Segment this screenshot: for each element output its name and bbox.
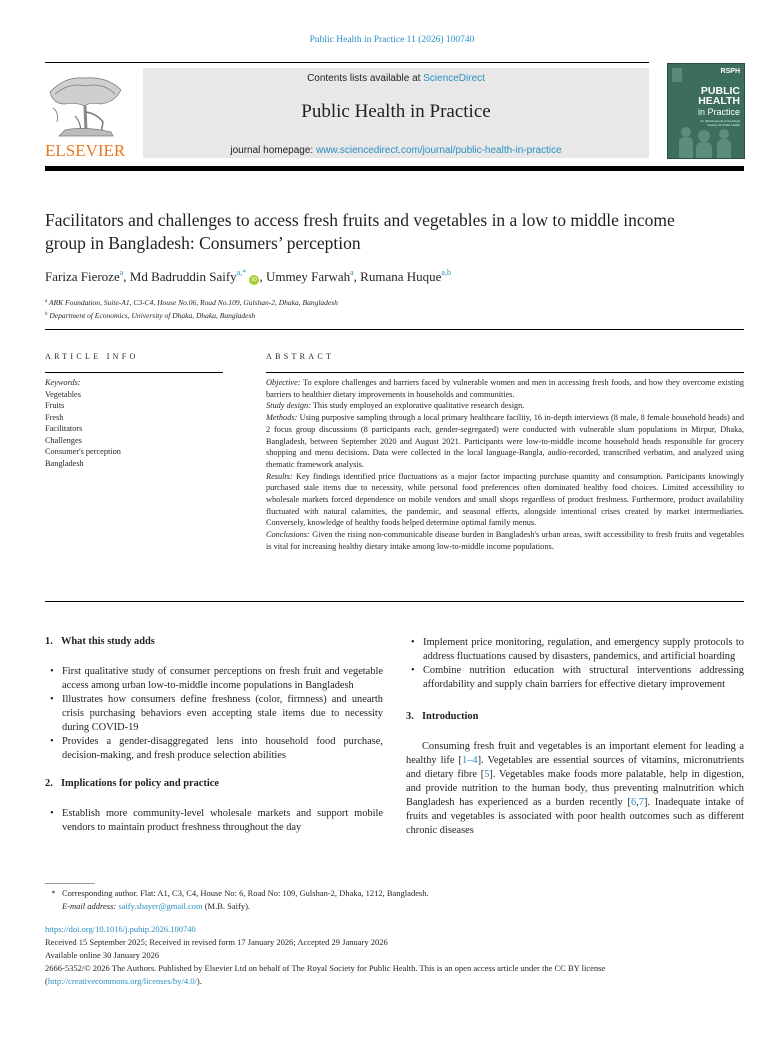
affiliation-rule (45, 329, 744, 330)
journal-homepage-link[interactable]: www.sciencedirect.com/journal/public-health-in-practice (315, 145, 562, 156)
paren-open: ( (45, 976, 48, 986)
email-suffix: (M.B. Saify). (202, 901, 251, 911)
author-name[interactable]: Rumana Huque (360, 269, 442, 284)
bullet-list (45, 665, 383, 763)
abstract-heading: ABSTRACT (266, 352, 335, 361)
abstract-rule (266, 372, 744, 373)
list-item: • Implement price monitoring, regulation, and emergency supply protocols to address fluctuations caused by disasters, pandemics, and artificial hoarding (406, 636, 744, 664)
abstract-results (266, 471, 744, 530)
footnote-rule (45, 883, 95, 884)
affiliation-text: Department of Economics, University of Dhaka, Dhaka, Bangladesh (49, 311, 256, 320)
body-left-column (45, 635, 383, 849)
section-number: 3. (406, 711, 414, 722)
section-title: Implications for policy and practice (61, 778, 219, 789)
cover-people-silhouette-icon (674, 124, 740, 159)
citation-link[interactable]: 6 (630, 797, 637, 808)
cover-title-line3: in Practice (697, 107, 740, 117)
journal-title: Public Health in Practice (301, 101, 491, 122)
paragraph-text: Consuming fresh fruit and vegetables is an important element for leading a healthy life [ (406, 741, 744, 766)
keyword: Bangladesh (45, 458, 84, 468)
footnote-marker: * (51, 888, 56, 898)
keyword: Fruits (45, 401, 65, 410)
email-note (45, 900, 429, 913)
section-heading-what-this-study-adds (45, 635, 383, 649)
abstract-section-label: Conclusions: (266, 530, 310, 540)
keywords-block (45, 377, 121, 469)
email-label: E-mail address: (62, 901, 117, 911)
list-item: • Establish more community-level wholesale markets and support mobile vendors to maintain product freshness throughout the day (45, 807, 383, 835)
cover-title (698, 86, 740, 106)
journal-cover-thumbnail[interactable] (667, 63, 745, 159)
email-link[interactable]: saify.shayer@gmail.com (118, 901, 203, 911)
keyword: Vegetables (45, 389, 81, 399)
author-affiliation-ref[interactable]: a,* (236, 268, 247, 277)
paren-close: ). (196, 976, 202, 986)
abstract-section-text: This study employed an explorative qualitative research design. (310, 401, 525, 411)
journal-homepage-line (143, 145, 649, 156)
list-item: • Combine nutrition education with structural interventions addressing affordability and supply chain barriers for effective dietary improvement (406, 664, 744, 692)
section-title: What this study adds (61, 636, 155, 647)
section-number: 2. (45, 778, 53, 789)
cover-title-line1: PUBLIC (700, 85, 740, 97)
cover-elsevier-mark (672, 68, 682, 82)
paragraph-text: ]. Vegetables make foods more palatable, help in digestion, and provide nutrition to the human body, thus preventing malnutrition which Bangladesh has experienced as a burden recently [ (406, 769, 744, 808)
article-info-rule (45, 372, 223, 373)
sciencedirect-link[interactable]: ScienceDirect (423, 73, 485, 84)
abstract-section-label: Study design: (266, 401, 311, 411)
citation-link[interactable]: 5 (484, 769, 490, 780)
author-name[interactable]: Ummey Farwah (265, 269, 351, 284)
author-name[interactable]: Fariza Fieroze (45, 269, 120, 284)
author-affiliation-ref[interactable]: a (119, 268, 124, 277)
license-statement: 2666-5352/© 2026 The Authors. Published by Elsevier Ltd on behalf of The Royal Society for Public Health. This is an open access article under the CC BY license (45, 963, 606, 973)
paragraph-text: ]. Inadequate intake of fruits and vegetables is associated with poor health outcomes such as different chronic diseases (406, 797, 744, 836)
contents-prefix: Contents lists available at (307, 73, 424, 84)
bullet-list (406, 636, 744, 692)
elsevier-wordmark: ELSEVIER (45, 141, 126, 160)
paragraph-text: ]. Vegetables are essential sources of vitamins, micronutrients and dietary fibre [ (406, 755, 745, 780)
abstract-section-text: To explore challenges and barriers faced by vulnerable women and men in accessing fresh foods, and how they overcome existing barriers to healthier dietary improvements in households and communities. (266, 378, 744, 399)
abstract-section-text: Using purposive sampling through a local primary healthcare facility, 16 in-depth interviews (8 male, 8 female household heads) and 2 focus group discussions (8 participants each, gender-segregated) were conducted with vulnerable slum populations in Mirpur, Dhaka, Bangladesh, between September 2020 and August 2021. Participants were low-to-middle income household heads responsible for grocery shopping and menu decisions. Data were collected in the local language-Bangla, audio-recorded, transcribed verbatim, and analyzed using thematic framework analysis. (266, 413, 744, 469)
contents-available-line (143, 73, 649, 84)
cover-title-line2: HEALTH (698, 95, 740, 107)
affiliation-key: b (45, 312, 48, 317)
affiliation-key: a (45, 299, 48, 304)
paragraph-text: , (636, 797, 639, 808)
keyword: Fresh (45, 412, 64, 422)
section-heading-implications (45, 777, 383, 791)
section-number: 1. (45, 636, 53, 647)
bullet-list (45, 807, 383, 835)
abstract-section-text: Given the rising non-communicable disease burden in Bangladesh's urban areas, swift accessibility to fresh fruits and vegetables is vital for increasing healthy dietary intake among low-to-middle income populations. (266, 530, 744, 551)
header-rule (45, 62, 649, 63)
author-affiliation-ref[interactable]: a (350, 268, 354, 277)
author-list: Fariza Fieroze$^a$, Md Badruddin Saify$^{a,*}$ iD , Ummey Farwah$^a$, Rumana Huque$^{a,b}$ (45, 268, 451, 284)
abstract-end-rule (45, 601, 744, 602)
cover-subtitle: An official journal of the Royal Society for Public Health (700, 119, 740, 127)
article-history: Received 15 September 2025; Received in revised form 17 January 2026; Accepted 29 January 2026 (45, 937, 388, 947)
license-link-line (45, 975, 745, 988)
cc-license-link[interactable]: http://creativecommons.org/licenses/by/4.0/ (47, 976, 197, 986)
author-name[interactable]: Md Badruddin Saify (129, 269, 237, 284)
author-affiliation-ref[interactable]: a,b (441, 268, 451, 277)
abstract-section-label: Methods: (266, 413, 298, 423)
keyword: Facilitators (45, 424, 83, 433)
abstract-study-design (266, 400, 744, 412)
keyword: Challenges (45, 435, 82, 445)
abstract-conclusions (266, 529, 744, 552)
masthead-box (143, 68, 649, 158)
section-title: Introduction (422, 711, 479, 722)
list-item: • Illustrates how consumers define freshness (color, firmness) and unearth crisis purchasing behaviors even accepting stale items due to necessity during COVID-19 (45, 693, 383, 735)
elsevier-logo[interactable] (45, 68, 125, 162)
list-item: • Provides a gender-disaggregated lens into household food purchase, decision-making, and fresh produce selection abilities (45, 735, 383, 763)
introduction-paragraph (406, 740, 744, 838)
affiliation-text: ARK Foundation, Suite-A1, C3-C4, House No.06, Road No.109, Gulshan-2, Dhaka, Bangladesh (48, 298, 338, 307)
header-thick-rule (45, 166, 744, 171)
orcid-icon[interactable]: iD (249, 275, 259, 285)
article-title: Facilitators and challenges to access fresh fruits and vegetables in a low to middle income group in Bangladesh: Consumers’ perception (45, 210, 675, 253)
cover-rsph-badge: RSPH (720, 68, 740, 75)
body-right-column (406, 636, 744, 838)
doi-link[interactable]: https://doi.org/10.1016/j.puhip.2026.100740 (45, 924, 196, 934)
abstract-objective (266, 377, 744, 400)
affiliation-b (45, 309, 338, 322)
article-info-heading: ARTICLE INFO (45, 352, 139, 361)
abstract-section-label: Results: (266, 471, 293, 481)
section-heading-introduction (406, 710, 744, 724)
footnote-text: Corresponding author. Flat: A1, C3, C4, House No: 6, Road No: 109, Gulshan-2, Dhaka, 1212, Bangladesh. (62, 888, 429, 898)
affiliations (45, 296, 338, 322)
footnotes (45, 887, 429, 913)
corresponding-author-note (45, 887, 429, 900)
keyword: Consumer's perception (45, 447, 121, 456)
keywords-label: Keywords: (45, 378, 81, 387)
affiliation-a (45, 296, 338, 309)
abstract-methods (266, 412, 744, 471)
list-item: • First qualitative study of consumer perceptions on fresh fruit and vegetable access among urban low-to-middle income populations in Bangladesh (45, 665, 383, 693)
abstract-section-text: Key findings identified price fluctuations as a major factor impacting purchase quantity and consumption. Participants knowingly purchased stale items due to necessity, while personal food preferences often dominated healthy food choices. Limited accessibility to wholesale markets forced dependence on mobile vendors and small shops regardless of product freshness. Furthermore, product availability fluctuated with natural calamities, the pandemic, and seasonal effects, alongside intentional crises created by market intermediaries. Conversely, knowledge of healthy foods helped determine optimal family menus. (266, 471, 744, 528)
citation-link[interactable]: 7 (638, 797, 644, 808)
abstract-section-label: Objective: (266, 378, 301, 387)
elsevier-tree-icon (45, 72, 125, 140)
article-metadata (45, 923, 745, 988)
citation-link[interactable]: 1–4 (461, 755, 478, 766)
running-head[interactable]: Public Health in Practice 11 (2026) 100740 (309, 35, 475, 45)
online-date: Available online 30 January 2026 (45, 950, 160, 960)
abstract-body (266, 377, 744, 553)
homepage-prefix: journal homepage: (230, 145, 316, 156)
